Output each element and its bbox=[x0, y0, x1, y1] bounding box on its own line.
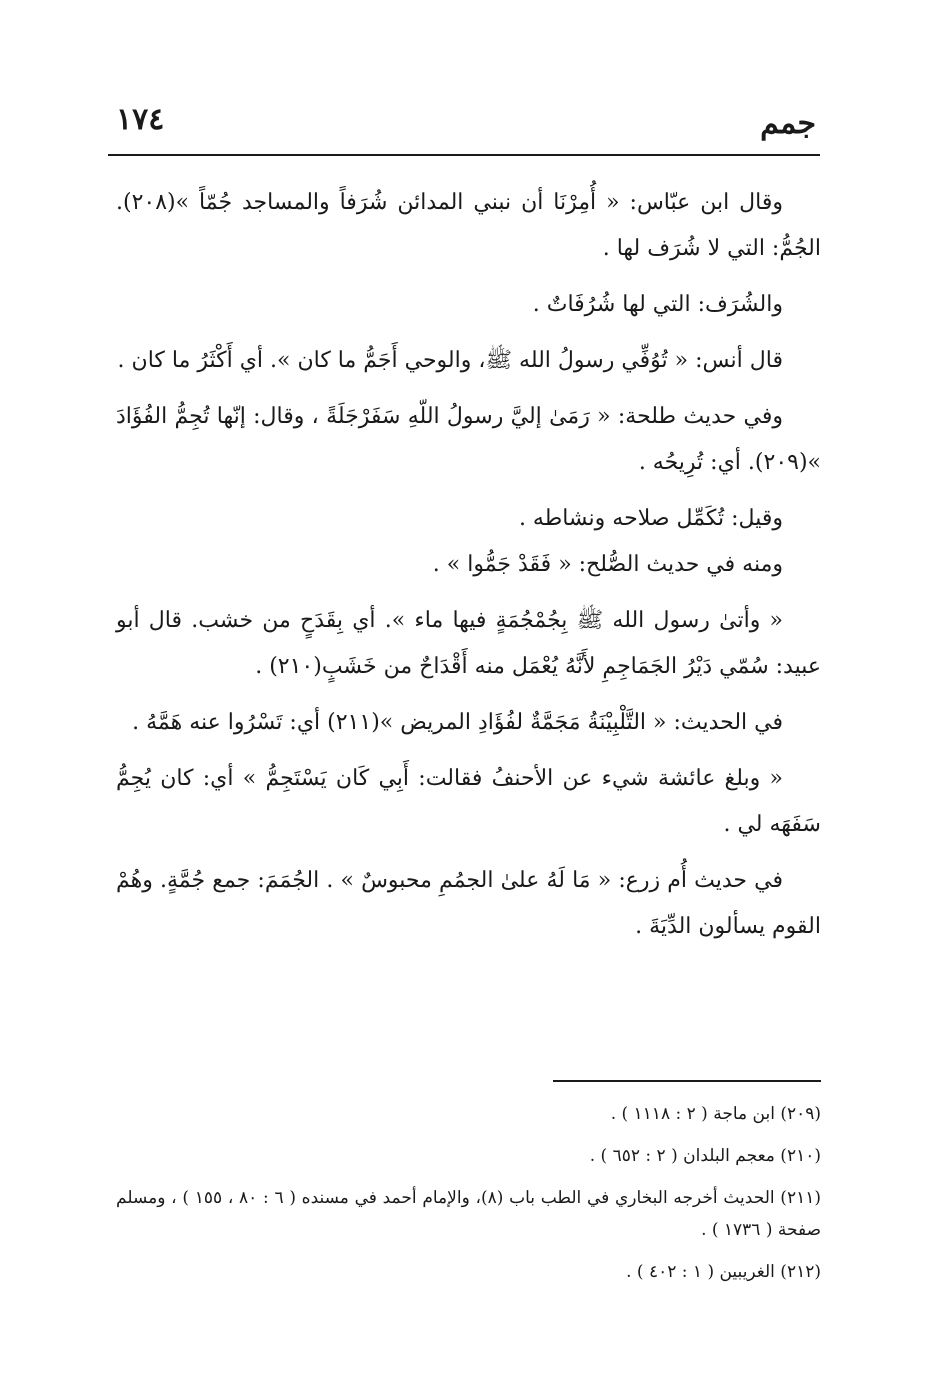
paragraph: وفي حديث طلحة: « رَمَىٰ إليَّ رسولُ اللّهِ سَفَرْجَلَةً ، وقال: إنّها تُجِمُّ الفُؤَادَ »(٢٠٩). أي: تُرِيحُه . bbox=[116, 404, 821, 475]
paragraph: قال أنس: « تُوُفِّي رسولُ الله ﷺ، والوحي أَجَمُّ ما كان ». أي أَكْثَرُ ما كان . bbox=[117, 348, 783, 373]
running-head-title: جمم bbox=[760, 106, 816, 141]
footnotes bbox=[116, 1098, 821, 1298]
paragraph: في حديث أُم زرع: « مَا لَهُ علىٰ الجمُمِ محبوسٌ » . الجُمَمَ: جمع جُمَّةٍ. وهُمْ القوم يسألون الدِّيَةَ . bbox=[116, 868, 821, 939]
footnote: (٢١١) الحديث أخرجه البخاري في الطب باب (٨)، والإمام أحمد في مسنده ( ٦ : ٨٠ ، ١٥٥ ) ، ومسلم صفحة ( ١٧٣٦ ) . bbox=[116, 1188, 821, 1240]
page-number: ١٧٤ bbox=[116, 102, 165, 137]
paragraph: « وأتىٰ رسول الله ﷺ بِجُمْجُمَةٍ فيها ماء ». أي بِقَدَحٍ من خشب. قال أبو عبيد: سُمّي دَيْرُ الجَمَاجِمِ لأَنَّهُ يُعْمَل منه أَقْدَاحٌ من خَشَبٍ(٢١٠) . bbox=[116, 608, 821, 679]
paragraph: « وبلغ عائشة شيء عن الأحنفُ فقالت: أَبِي كَان يَسْتَجِمُّ » أي: كان يُجِمُّ سَفَهَه لي . bbox=[116, 766, 821, 837]
footnote-rule bbox=[553, 1080, 821, 1082]
paragraph: والشُرَف: التي لها شُرُفَاتٌ . bbox=[532, 292, 783, 317]
paragraph: في الحديث: « التَّلْبِيْنَةُ مَجَمَّةٌ لفُؤَادِ المريض »(٢١١) أي: تَسْرُوا عنه هَمَّهُ . bbox=[132, 710, 783, 735]
footnote: (٢١٢) الغريبين ( ١ : ٤٠٢ ) . bbox=[626, 1262, 821, 1282]
footnote: (٢١٠) معجم البلدان ( ٢ : ٦٥٢ ) . bbox=[589, 1146, 821, 1166]
paragraph: وقال ابن عبّاس: « أُمِرْنَا أن نبني المدائن شُرَفاً والمساجد جُمّاً »(٢٠٨). الجُمُّ: التي لا شُرَف لها . bbox=[116, 190, 821, 261]
main-text bbox=[116, 180, 821, 960]
paragraph: ومنه في حديث الصُّلح: « فَقَدْ جَمُّوا » . bbox=[432, 552, 783, 577]
paragraph: وقيل: تُكَمِّل صلاحه ونشاطه . bbox=[518, 506, 783, 531]
running-head bbox=[108, 100, 820, 150]
header-rule bbox=[108, 154, 820, 156]
footnote: (٢٠٩) ابن ماجة ( ٢ : ١١١٨ ) . bbox=[610, 1104, 821, 1124]
